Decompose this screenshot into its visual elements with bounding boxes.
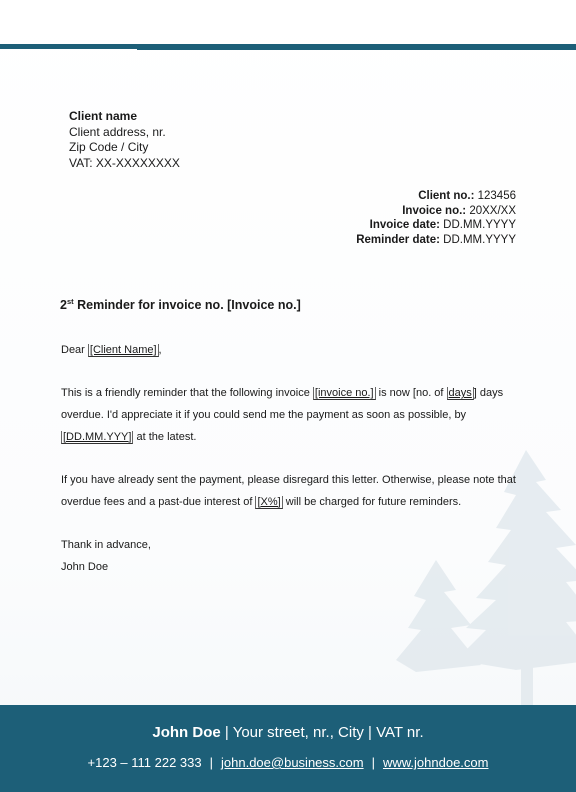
client-name-placeholder: [Client Name] — [89, 344, 157, 356]
interest-placeholder: [X%] — [257, 495, 281, 508]
footer-name: John Doe — [152, 724, 221, 741]
footer-separator: | — [371, 755, 375, 770]
greeting-prefix: Dear — [61, 344, 88, 356]
header-rule-accent — [137, 48, 576, 50]
footer-address-line — [0, 724, 576, 741]
footer-band — [0, 705, 576, 792]
client-vat: VAT: XX-XXXXXXXX — [69, 155, 180, 170]
reminder-date-label: Reminder date: — [356, 234, 440, 247]
footer-sep: | — [363, 724, 377, 741]
footer-separator: | — [209, 755, 214, 770]
due-date-placeholder: [DD.MM.YYY] — [63, 430, 132, 443]
invoice-no-value: 20XX/XX — [469, 204, 516, 217]
p2-text-a: If you have already sent the payment, please disregard this letter. Otherwise, please note that overdue fees and a past-due interest of — [61, 474, 516, 508]
days-placeholder: days — [448, 387, 472, 400]
p1-text-d: at the latest. — [133, 430, 197, 443]
client-address-block — [69, 109, 180, 171]
paragraph-fees — [61, 470, 521, 513]
p1-text-b: is now [no. of — [375, 387, 447, 400]
footer-phone: +123 – 111 222 333 — [87, 755, 202, 770]
footer-website-link[interactable]: www.johndoe.com — [382, 755, 489, 770]
client-no-label: Client no.: — [418, 190, 475, 202]
footer-contact-line — [0, 755, 576, 770]
reminder-date-row — [356, 233, 516, 248]
invoice-no-label: Invoice no.: — [402, 204, 467, 217]
invoice-meta — [356, 189, 516, 248]
signature: John Doe — [61, 560, 109, 573]
footer-vat: VAT nr. — [376, 724, 424, 741]
client-zip-city: Zip Code / City — [69, 140, 149, 154]
invoice-date-row — [356, 218, 516, 233]
client-no-value: 123456 — [477, 190, 516, 202]
reminder-date-value: DD.MM.YYYY — [443, 234, 516, 247]
client-address: Client address, nr. — [69, 124, 166, 139]
p1-text-c: ] days overdue. I'd appreciate it if you could send me the payment as soon as possible, by — [61, 387, 504, 422]
letter-subject — [60, 297, 301, 312]
closing: Thank in advance, — [61, 539, 151, 552]
footer-street: Your street, nr., City — [232, 724, 364, 741]
client-no-row — [356, 189, 516, 204]
p1-text-a: This is a friendly reminder that the following invoice — [61, 387, 313, 400]
invoice-no-row — [356, 204, 516, 219]
client-name: Client name — [69, 109, 138, 123]
greeting-suffix: , — [158, 344, 162, 356]
paragraph-overdue — [61, 383, 521, 448]
invoice-date-value: DD.MM.YYYY — [443, 219, 516, 232]
subject-ordinal: 2 — [60, 298, 67, 312]
footer-sep: | — [220, 724, 233, 741]
letter-body — [61, 340, 521, 579]
subject-ordinal-suffix: st — [66, 297, 74, 306]
p2-text-b: will be charged for future reminders. — [282, 495, 462, 508]
invoice-date-label: Invoice date: — [369, 219, 440, 232]
greeting — [61, 340, 521, 362]
subject-text: Reminder for invoice no. [Invoice no.] — [77, 298, 301, 312]
footer-email-link[interactable]: john.doe@business.com — [221, 755, 364, 770]
invoice-no-placeholder: [invoice no.] — [314, 387, 374, 400]
